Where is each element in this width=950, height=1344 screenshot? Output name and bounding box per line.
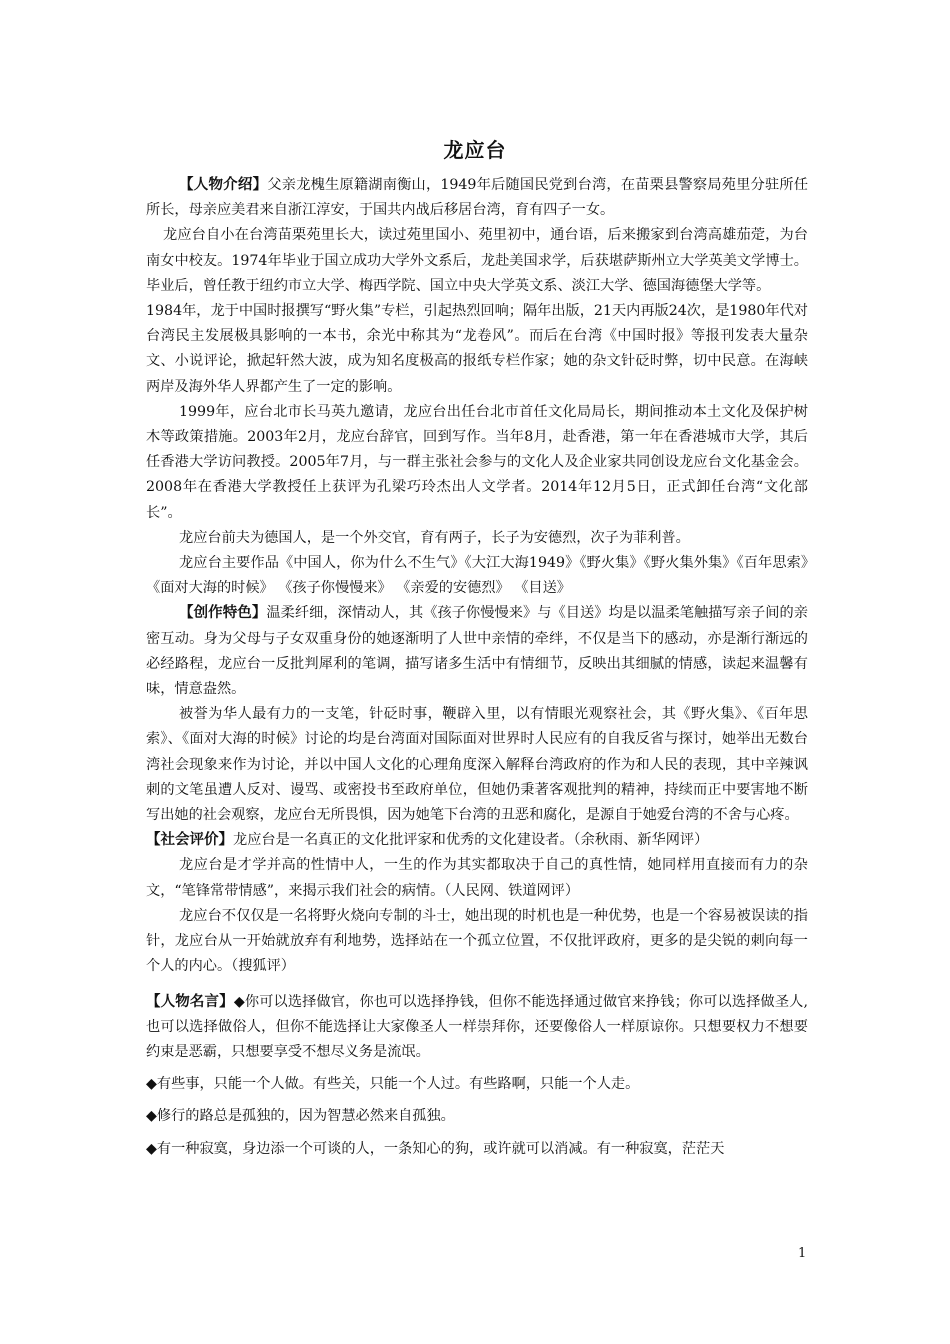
document-title: 龙应台 <box>443 138 507 162</box>
paragraph-childhood: 龙应台自小在台湾苗栗苑里长大，读过苑里国小、苑里初中，通台语，后来搬家到台湾高雄茄萣，为台南女中校友。1974年毕业于国立成功大学外文系后，龙赴美国求学，后获堪萨斯州立大学英美文学博士。毕业后，曾任教于纽约市立大学、梅西学院、国立中央大学英文系、淡江大学、德国海德堡大学等。 <box>146 227 808 294</box>
paragraph-text: ◆你可以选择做官，你也可以选择挣钱，但你不能选择通过做官来挣钱；你可以选择做圣人,也可以选择做俗人，但你不能选择让大家像圣人一样崇拜你，还要像俗人一样原谅你。只想要权力不想要约束是恶霸，只想要享受不想尽义务是流氓。 <box>146 993 808 1060</box>
page-number: 1 <box>798 1246 807 1261</box>
paragraph-intro <box>146 173 808 223</box>
section-heading-quotes: 【人物名言】 <box>146 993 234 1010</box>
quote-item: ◆修行的路总是孤独的，因为智慧必然来自孤独。 <box>146 1108 455 1125</box>
quote-item: ◆有些事，只能一个人做。有些关，只能一个人过。有些路啊，只能一个人走。 <box>146 1076 640 1093</box>
paragraph-yehuoji: 1984年，龙于中国时报撰写“野火集”专栏，引起热烈回响；隔年出版，21天内再版24次，是1980年代对台湾民主发展极具影响的一本书，余光中称其为“龙卷风”。而后在台湾《中国时报》等报刊发表大量杂文、小说评论，掀起轩然大波，成为知名度极高的报纸专栏作家；她的杂文针砭时弊，切中民意。在海峡两岸及海外华人界都产生了一定的影响。 <box>146 303 808 395</box>
paragraph-works: 龙应台主要作品《中国人，你为什么不生气》《大江大海1949》《野火集》《野火集外集》《百年思索》《面对大海的时候》 《孩子你慢慢来》 《亲爱的安德烈》 《目送》 <box>146 555 808 597</box>
paragraph-career: 1999年，应台北市长马英九邀请，龙应台出任台北市首任文化局局长，期间推动本土文化及保护树木等政策措施。2003年2月，龙应台辞官，回到写作。当年8月，赴香港，第一年在香港城市大学，其后任香港大学访问教授。2005年7月，与一群主张社会参与的文化人及企业家共同创设龙应台文化基金会。2008年在香港大学教授任上获评为孔梁巧玲杰出人文学者。2014年12月5日，正式卸任台湾“文化部长”。 <box>146 403 808 521</box>
paragraph-evaluation-2: 龙应台是才学并高的性情中人，一生的作为其实都取决于自己的真性情，她同样用直接而有力的杂文，“笔锋常带情感”，来揭示我们社会的病情。（人民网、铁道网评） <box>146 857 808 899</box>
section-heading-style: 【创作特色】 <box>179 605 267 622</box>
paragraph-text: 父亲龙槐生原籍湖南衡山，1949年后随国民党到台湾，在苗栗县警察局苑里分驻所任所长，母亲应美君来自浙江淳安，于国共内战后移居台湾，育有四子一女。 <box>146 177 809 219</box>
paragraph-evaluation <box>146 828 808 853</box>
document-body <box>146 173 808 1162</box>
section-heading-evaluation: 【社会评价】 <box>146 832 233 849</box>
section-heading-intro: 【人物介绍】 <box>179 177 268 193</box>
paragraph-text: 龙应台是一名真正的文化批评家和优秀的文化建设者。（余秋雨、新华网评） <box>233 832 709 849</box>
paragraph-style <box>146 601 808 702</box>
paragraph-text: 温柔纤细，深情动人，其《孩子你慢慢来》与《目送》均是以温柔笔触描写亲子间的亲密互动。身为父母与子女双重身份的她逐渐明了人世中亲情的牵绊，不仅是当下的感动，亦是渐行渐远的必经路程，龙应台一反批判犀利的笔调，描写诸多生活中有情细节，反映出其细腻的情感，读起来温馨有味，情意盎然。 <box>146 605 808 698</box>
paragraph-critique: 被誉为华人最有力的一支笔，针砭时事，鞭辟入里，以有情眼光观察社会，其《野火集》、《百年思索》、《面对大海的时候》讨论的均是台湾面对国际面对世界时人民应有的自我反省与探讨，她举出无数台湾社会现象来作为讨论，并以中国人文化的心理角度深入解释台湾政府的作为和人民的表现，其中辛辣讽刺的文笔虽遭人反对、谩骂、或密投书至政府单位，但她仍秉著客观批判的精神，持续而正中要害地不断写出她的社会观察，龙应台无所畏惧，因为她笔下台湾的丑恶和腐化，是源自于她爱台湾的不舍与心疼。 <box>146 706 808 824</box>
quote-item: ◆有一种寂寞，身边添一个可谈的人，一条知心的狗，或许就可以消减。有一种寂寞，茫茫天 <box>146 1140 725 1157</box>
paragraph-family: 龙应台前夫为德国人，是一个外交官，育有两子，长子为安德烈，次子为菲利普。 <box>179 529 690 546</box>
paragraph-evaluation-3: 龙应台不仅仅是一名将野火烧向专制的斗士，她出现的时机也是一种优势，也是一个容易被误读的指针，龙应台从一开始就放弃有利地势，选择站在一个孤立位置，不仅批评政府，更多的是尖锐的刺向每一个人的内心。（搜狐评） <box>146 907 808 975</box>
paragraph-quotes <box>146 990 808 1066</box>
